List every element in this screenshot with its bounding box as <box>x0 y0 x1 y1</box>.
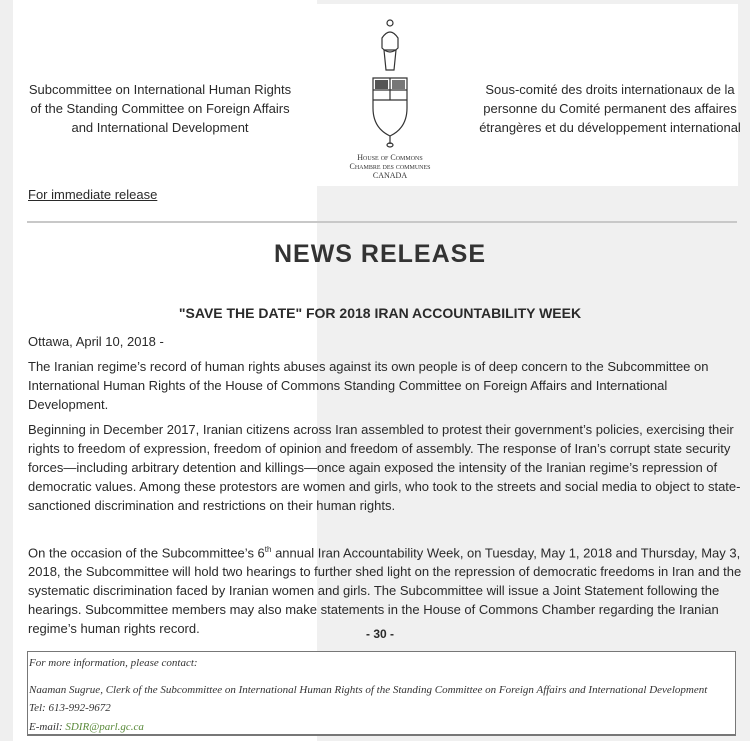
contact-name: Naaman Sugrue, Clerk of the Subcommittee on International Human Rights of the Standing Committee on Foreign Affairs and International Development <box>29 684 708 696</box>
contact-phone: Tel: 613-992-9672 <box>29 702 111 714</box>
divider <box>27 221 737 223</box>
house-of-commons-logo <box>345 18 435 178</box>
contact-box <box>27 651 736 736</box>
committee-name-french <box>470 80 750 137</box>
headline: "SAVE THE DATE" FOR 2018 IRAN ACCOUNTABILITY WEEK <box>178 305 582 321</box>
dateline: Ottawa, April 10, 2018 - <box>28 334 164 349</box>
committee-name-english <box>20 80 300 137</box>
paragraph: The Iranian regime’s record of human rights abuses against its own people is of deep concern to the Subcommittee on International Human Rights of the House of Commons Standing Committee on Foreign Affairs and International Development. <box>28 359 709 412</box>
end-mark: - 30 - <box>365 627 394 641</box>
text: annual Iran Accountability Week, on Tuesday, May 1, 2018 and Thursday, May 3, 2018, the Subcommittee will hold two hearings to further shed light on the repression of democratic freedoms in Iran and the systematic discrimination faced by Iranian women and girls. The Subcommittee will issue a Joint Statement following the hearings. Subcommittee members may also make statements in the House of Commons Chamber regarding the Iranian regime’s human rights record. <box>28 545 742 637</box>
contact-intro: For more information, please contact: <box>29 657 198 669</box>
text-line: Subcommittee on International Human Rights <box>28 82 292 97</box>
email-link[interactable]: SDIR@parl.gc.ca <box>65 721 144 733</box>
email-label: E-mail: <box>29 721 66 733</box>
paragraph: Beginning in December 2017, Iranian citizens across Iran assembled to protest their government’s policies, exercising their rights to freedom of expression, freedom of opinion and freedom of assembly. The response of Iran’s corrupt state security forces—including arbitrary detention and killings—once again exposed the intensity of the Iranian regime’s repression of democratic values. Among these protestors are women and girls, who took to the streets and social media to object to state-sanctioned discrimination and restrictions on their human rights. <box>28 422 741 513</box>
page-title: NEWS RELEASE <box>273 240 487 268</box>
contact-email-line <box>29 721 144 733</box>
logo-text: Chambre des communes <box>349 162 431 171</box>
release-type: For immediate release <box>28 187 158 202</box>
text-line: personne du Comité permanent des affaires <box>483 101 737 116</box>
logo-text: CANADA <box>372 171 408 180</box>
mace-crest-icon <box>360 18 420 148</box>
text: On the occasion of the Subcommittee’s 6 <box>28 545 265 561</box>
paragraph <box>28 540 743 638</box>
superscript: th <box>264 545 272 554</box>
text-line: and International Development <box>71 120 249 135</box>
logo-text: House of Commons <box>357 153 423 162</box>
text-line: of the Standing Committee on Foreign Affairs <box>30 101 290 116</box>
text-line: étrangères et du développement international <box>479 120 741 135</box>
text-line: Sous-comité des droits internationaux de la <box>485 82 735 97</box>
